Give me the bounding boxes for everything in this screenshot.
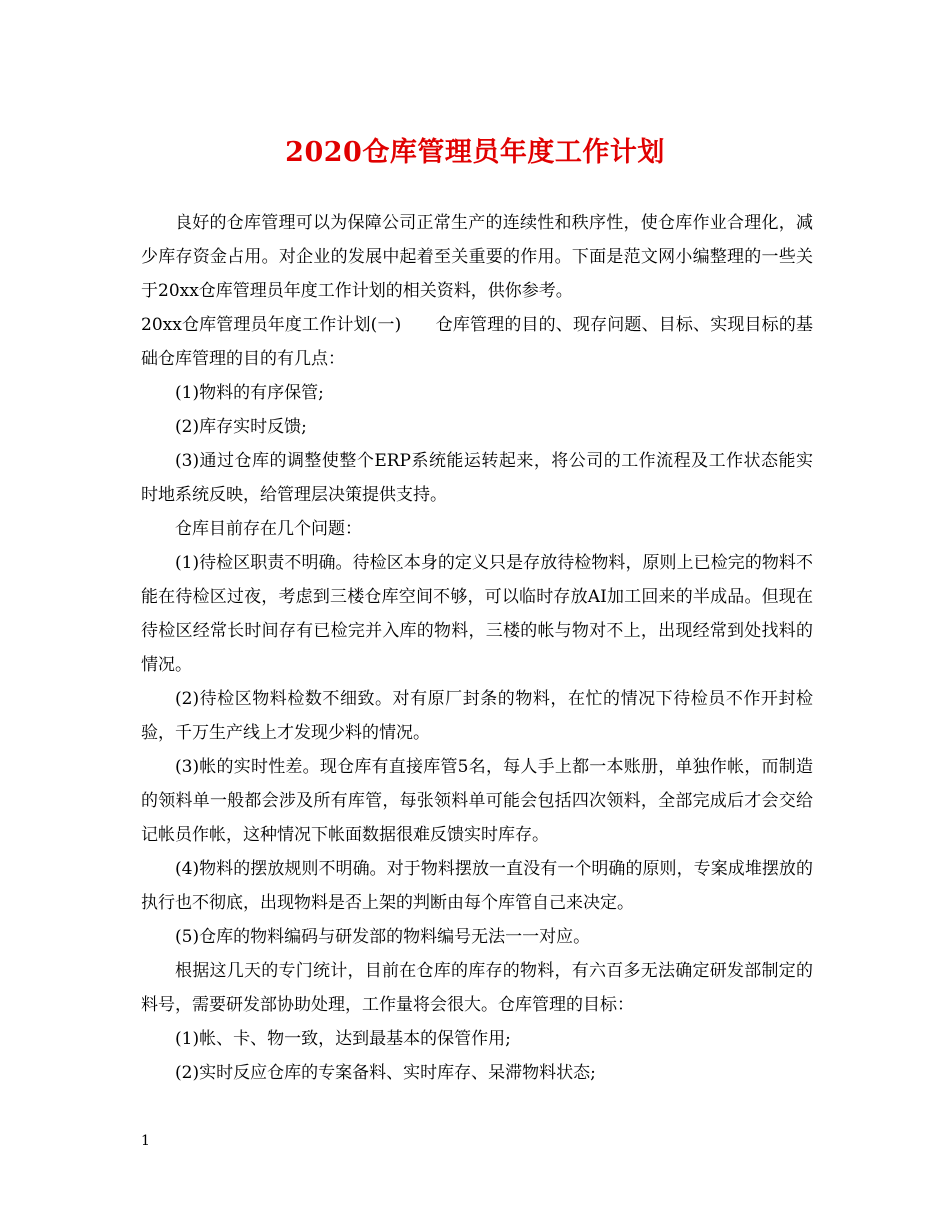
document-body	[141, 206, 813, 1090]
page-number: 1	[141, 1133, 150, 1149]
paragraph: 20xx仓库管理员年度工作计划(一) 仓库管理的目的、现存问题、目标、实现目标的基础仓库管理的目的有几点：	[141, 315, 813, 369]
paragraph: (2)待检区物料检数不细致。对有原厂封条的物料，在忙的情况下待检员不作开封检验，千万生产线上才发现少料的情况。	[141, 689, 813, 743]
paragraph: (2)库存实时反馈;	[175, 417, 307, 437]
paragraph: (5)仓库的物料编码与研发部的物料编号无法一一对应。	[175, 927, 591, 947]
paragraph: (1)待检区职责不明确。待检区本身的定义只是存放待检物料，原则上已检完的物料不能在待检区过夜，考虑到三楼仓库空间不够，可以临时存放AI加工回来的半成品。但现在待检区经常长时间存有已检完并入库的物料，三楼的帐与物对不上，出现经常到处找料的情况。	[141, 553, 813, 675]
paragraph: (3)通过仓库的调整使整个ERP系统能运转起来，将公司的工作流程及工作状态能实时地系统反映，给管理层决策提供支持。	[141, 451, 813, 505]
paragraph: (2)实时反应仓库的专案备料、实时库存、呆滞物料状态;	[175, 1063, 596, 1083]
paragraph: 良好的仓库管理可以为保障公司正常生产的连续性和秩序性，使仓库作业合理化，减少库存资金占用。对企业的发展中起着至关重要的作用。下面是范文网小编整理的一些关于20xx仓库管理员年度工作计划的相关资料，供你参考。	[141, 213, 813, 301]
document-title: 2020仓库管理员年度工作计划	[285, 137, 665, 168]
paragraph: (4)物料的摆放规则不明确。对于物料摆放一直没有一个明确的原则，专案成堆摆放的执行也不彻底，出现物料是否上架的判断由每个库管自己来决定。	[141, 859, 813, 913]
paragraph: (1)帐、卡、物一致，达到最基本的保管作用;	[175, 1029, 511, 1049]
paragraph: 仓库目前存在几个问题：	[175, 519, 362, 539]
paragraph: (1)物料的有序保管;	[175, 383, 324, 403]
paragraph: 根据这几天的专门统计，目前在仓库的库存的物料，有六百多无法确定研发部制定的料号，需要研发部协助处理，工作量将会很大。仓库管理的目标：	[141, 961, 813, 1015]
paragraph: (3)帐的实时性差。现仓库有直接库管5名，每人手上都一本账册，单独作帐，而制造的领料单一般都会涉及所有库管，每张领料单可能会包括四次领料，全部完成后才会交给记帐员作帐，这种情况下帐面数据很难反馈实时库存。	[141, 757, 813, 845]
